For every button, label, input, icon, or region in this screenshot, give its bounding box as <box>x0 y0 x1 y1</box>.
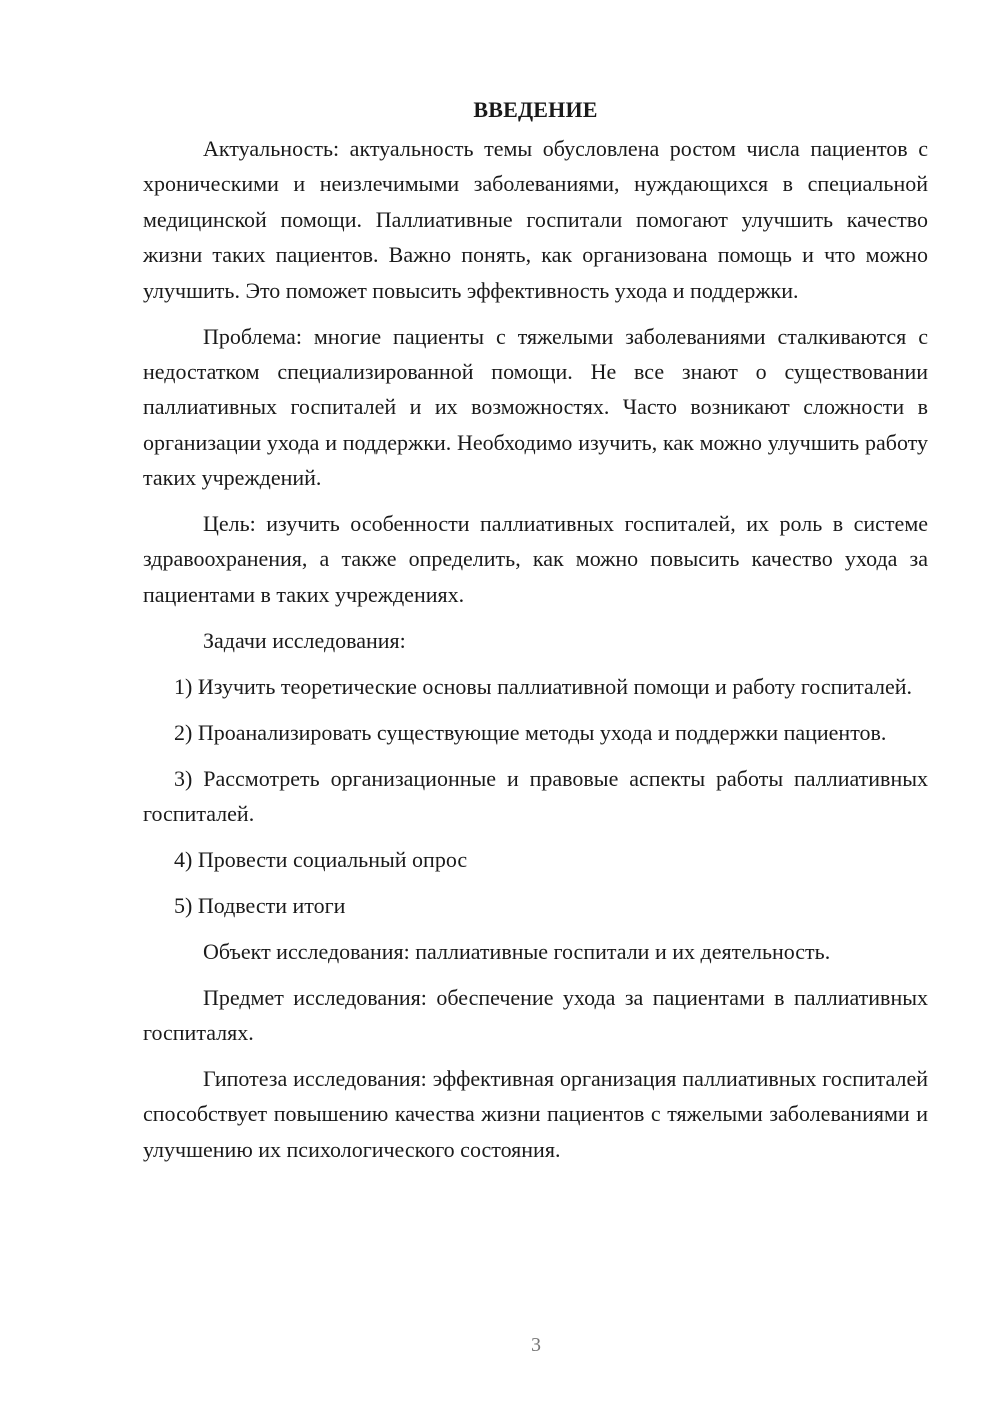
paragraph-subject: Предмет исследования: обеспечение ухода за пациентами в паллиативных госпиталях. <box>143 984 928 1045</box>
task-item-4: 4) Провести социальный опрос <box>174 846 468 872</box>
paragraph-problem: Проблема: многие пациенты с тяжелыми заболеваниями сталкиваются с недостатком специализированной помощи. Не все знают о существовании паллиативных госпиталей и их возможностях. Часто возникают сложности в организации ухода и поддержки. Необходимо изучить, как можно улучшить работу таких учреждений. <box>143 323 928 491</box>
page-number: 3 <box>531 1334 541 1356</box>
task-item-5: 5) Подвести итоги <box>174 892 346 918</box>
paragraph-object: Объект исследования: паллиативные госпитали и их деятельность. <box>203 938 831 964</box>
section-title: ВВЕДЕНИЕ <box>473 97 598 122</box>
task-item-2: 2) Проанализировать существующие методы ухода и поддержки пациентов. <box>174 719 887 745</box>
paragraph-hypothesis: Гипотеза исследования: эффективная организация паллиативных госпиталей способствует повышению качества жизни пациентов с тяжелыми заболеваниями и улучшению их психологического состояния. <box>143 1065 928 1162</box>
task-item-1: 1) Изучить теоретические основы паллиативной помощи и работу госпиталей. <box>174 673 913 699</box>
paragraph-relevance: Актуальность: актуальность темы обусловлена ростом числа пациентов с хроническими и неизлечимыми заболеваниями, нуждающихся в специальной медицинской помощи. Паллиативные госпитали помогают улучшить качество жизни таких пациентов. Важно понять, как организована помощь и что можно улучшить. Это поможет повысить эффективность ухода и поддержки. <box>143 136 928 303</box>
page-content <box>143 92 928 1178</box>
task-item-3: 3) Рассмотреть организационные и правовые аспекты работы паллиативных госпиталей. <box>143 765 928 826</box>
tasks-heading: Задачи исследования: <box>203 627 406 653</box>
paragraph-goal: Цель: изучить особенности паллиативных госпиталей, их роль в системе здравоохранения, а также определить, как можно повысить качество ухода за пациентами в таких учреждениях. <box>143 511 928 607</box>
